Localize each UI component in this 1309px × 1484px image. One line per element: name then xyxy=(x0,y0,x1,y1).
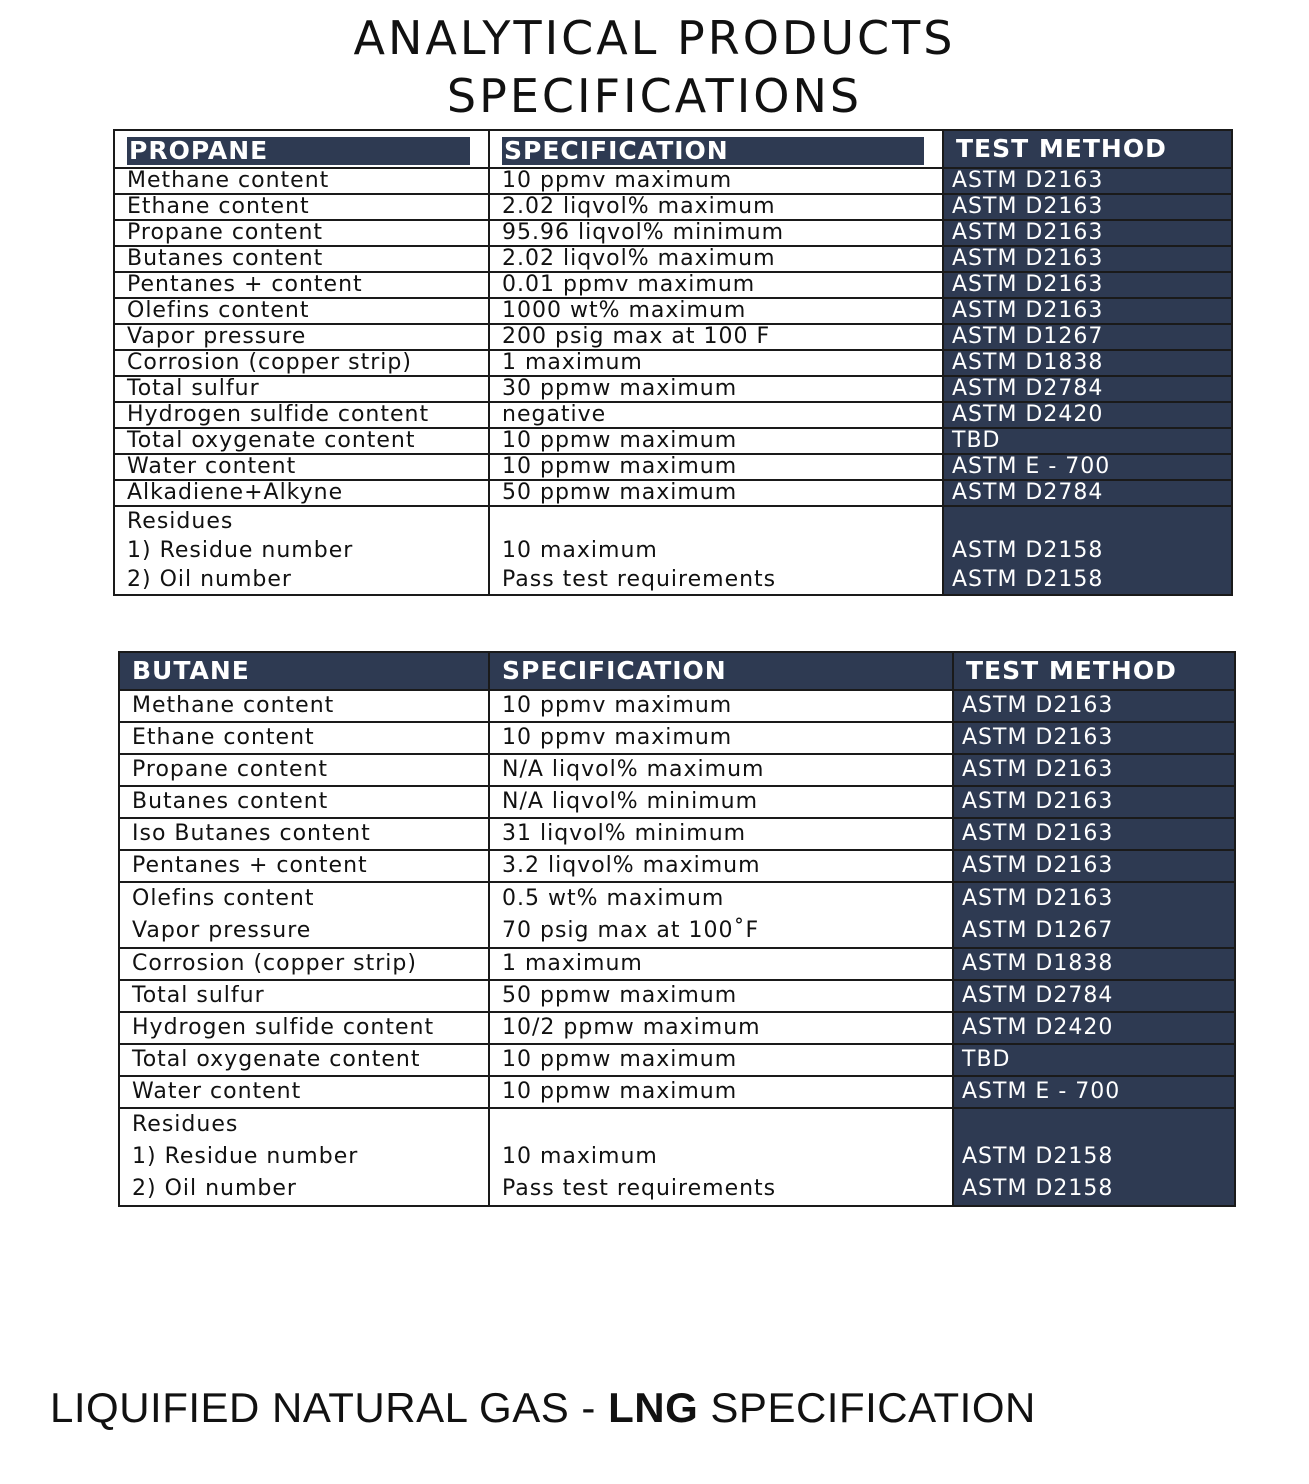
table-row xyxy=(114,454,1232,480)
butane-rows xyxy=(119,690,1235,1206)
caption-suffix: SPECIFICATION xyxy=(698,1384,1036,1431)
test-method-cell: ASTM D2420 xyxy=(953,1012,1235,1044)
cell-line xyxy=(502,1109,952,1141)
test-method-cell xyxy=(953,882,1235,948)
residues-row xyxy=(114,506,1232,595)
cell-line: ASTM D2158 xyxy=(952,538,1104,563)
lng-specification-caption xyxy=(50,1384,1036,1432)
specification-cell: 10 ppmv maximum xyxy=(489,168,943,194)
test-method-cell: ASTM D2163 xyxy=(943,298,1232,324)
test-method-cell: ASTM D2163 xyxy=(953,754,1235,786)
specification-cell: 10 ppmw maximum xyxy=(489,1076,953,1108)
header-specification-label: SPECIFICATION xyxy=(502,137,924,165)
header-product xyxy=(114,130,489,168)
test-method-cell: ASTM D1838 xyxy=(953,948,1235,980)
table-row xyxy=(119,948,1235,980)
specification-cell: 10 ppmw maximum xyxy=(489,428,943,454)
header-product: BUTANE xyxy=(119,652,489,690)
property-cell: Total oxygenate content xyxy=(119,1044,489,1076)
header-product-label: PROPANE xyxy=(127,137,470,165)
property-cell: Total oxygenate content xyxy=(114,428,489,454)
property-cell: Total sulfur xyxy=(114,376,489,402)
specification-cell: N/A liqvol% maximum xyxy=(489,754,953,786)
property-cell: Pentanes + content xyxy=(114,272,489,298)
specification-cell: 2.02 liqvol% maximum xyxy=(489,194,943,220)
cell-line: ASTM D2163 xyxy=(962,886,1114,911)
table-row xyxy=(114,428,1232,454)
specification-cell xyxy=(489,1108,953,1206)
cell-line: 70 psig max at 100˚F xyxy=(502,918,760,943)
cell-line: Pass test requirements xyxy=(502,567,777,592)
specification-cell: 1 maximum xyxy=(489,948,953,980)
propane-spec-table xyxy=(113,129,1233,596)
test-method-cell: ASTM D2163 xyxy=(953,850,1235,882)
test-method-cell: ASTM D2163 xyxy=(943,194,1232,220)
property-cell: Alkadiene+Alkyne xyxy=(114,480,489,506)
specification-cell: 2.02 liqvol% maximum xyxy=(489,246,943,272)
cell-line: Residues xyxy=(127,509,234,534)
specification-cell: N/A liqvol% minimum xyxy=(489,786,953,818)
table-row xyxy=(119,850,1235,882)
header-test-method: TEST METHOD xyxy=(953,652,1235,690)
test-method-cell: ASTM D1267 xyxy=(943,324,1232,350)
specification-cell: 50 ppmw maximum xyxy=(489,480,943,506)
cell-line: ASTM D2158 xyxy=(962,1176,1114,1201)
table-row xyxy=(114,168,1232,194)
test-method-cell: ASTM D2163 xyxy=(953,690,1235,722)
caption-prefix: LIQUIFIED NATURAL GAS - xyxy=(50,1384,609,1431)
cell-line xyxy=(502,507,942,536)
header-test-method: TEST METHOD xyxy=(943,130,1232,168)
specification-cell: negative xyxy=(489,402,943,428)
specification-cell xyxy=(489,506,943,595)
table-row xyxy=(114,194,1232,220)
table-row xyxy=(119,1076,1235,1108)
property-cell: Pentanes + content xyxy=(119,850,489,882)
cell-line: ASTM D2158 xyxy=(952,567,1104,592)
cell-line: Pass test requirements xyxy=(502,1176,777,1201)
cell-line xyxy=(962,1109,1234,1141)
test-method-cell: ASTM D2163 xyxy=(953,786,1235,818)
cell-line: 2) Oil number xyxy=(127,567,292,592)
merged-row xyxy=(119,882,1235,948)
property-cell: Ethane content xyxy=(119,722,489,754)
specification-cell: 1 maximum xyxy=(489,350,943,376)
specification-cell: 30 ppmw maximum xyxy=(489,376,943,402)
property-cell xyxy=(114,506,489,595)
propane-rows xyxy=(114,168,1232,595)
property-cell: Water content xyxy=(114,454,489,480)
caption-bold: LNG xyxy=(608,1384,699,1431)
table-row xyxy=(114,376,1232,402)
specification-cell: 1000 wt% maximum xyxy=(489,298,943,324)
test-method-cell: ASTM D2163 xyxy=(953,818,1235,850)
table-header-row xyxy=(119,652,1235,690)
specification-cell: 10 ppmw maximum xyxy=(489,454,943,480)
specification-cell: 10 ppmw maximum xyxy=(489,1044,953,1076)
test-method-cell: ASTM D1838 xyxy=(943,350,1232,376)
specification-cell: 10/2 ppmw maximum xyxy=(489,1012,953,1044)
property-cell xyxy=(119,1108,489,1206)
specification-cell: 200 psig max at 100 F xyxy=(489,324,943,350)
specification-cell: 0.01 ppmv maximum xyxy=(489,272,943,298)
table-row xyxy=(114,220,1232,246)
specification-cell: 10 ppmv maximum xyxy=(489,690,953,722)
test-method-cell: ASTM D2163 xyxy=(953,722,1235,754)
test-method-cell xyxy=(953,1108,1235,1206)
test-method-cell: ASTM D2784 xyxy=(943,376,1232,402)
property-cell: Propane content xyxy=(114,220,489,246)
table-row xyxy=(114,402,1232,428)
table-row xyxy=(119,722,1235,754)
test-method-cell: TBD xyxy=(953,1044,1235,1076)
table-row xyxy=(119,754,1235,786)
specification-cell: 10 ppmv maximum xyxy=(489,722,953,754)
table-row xyxy=(114,246,1232,272)
property-cell: Total sulfur xyxy=(119,980,489,1012)
test-method-cell: ASTM D2163 xyxy=(943,272,1232,298)
header-specification: SPECIFICATION xyxy=(489,652,953,690)
property-cell: Olefins content xyxy=(114,298,489,324)
property-cell: Vapor pressure xyxy=(114,324,489,350)
test-method-cell: ASTM D2784 xyxy=(943,480,1232,506)
property-cell: Iso Butanes content xyxy=(119,818,489,850)
table-row xyxy=(114,298,1232,324)
property-cell: Corrosion (copper strip) xyxy=(114,350,489,376)
residues-row xyxy=(119,1108,1235,1206)
property-cell: Butanes content xyxy=(119,786,489,818)
property-cell: Butanes content xyxy=(114,246,489,272)
table-row xyxy=(114,272,1232,298)
table-row xyxy=(114,480,1232,506)
property-cell: Water content xyxy=(119,1076,489,1108)
property-cell: Hydrogen sulfide content xyxy=(119,1012,489,1044)
property-cell: Ethane content xyxy=(114,194,489,220)
table-row xyxy=(119,786,1235,818)
property-cell xyxy=(119,882,489,948)
cell-line: 2) Oil number xyxy=(132,1176,297,1201)
test-method-cell: ASTM E - 700 xyxy=(943,454,1232,480)
property-cell: Methane content xyxy=(119,690,489,722)
property-cell: Propane content xyxy=(119,754,489,786)
property-cell: Methane content xyxy=(114,168,489,194)
specification-cell: 95.96 liqvol% minimum xyxy=(489,220,943,246)
header-specification xyxy=(489,130,943,168)
test-method-cell: ASTM D2163 xyxy=(943,246,1232,272)
test-method-cell: TBD xyxy=(943,428,1232,454)
table-header-row xyxy=(114,130,1232,168)
page-title-line1: ANALYTICAL PRODUCTS xyxy=(353,11,956,65)
cell-line: 1) Residue number xyxy=(132,1144,359,1169)
cell-line: ASTM D1267 xyxy=(962,918,1114,943)
cell-line: Vapor pressure xyxy=(132,918,312,943)
specification-cell: 50 ppmw maximum xyxy=(489,980,953,1012)
test-method-cell: ASTM D2163 xyxy=(943,168,1232,194)
test-method-cell: ASTM D2420 xyxy=(943,402,1232,428)
property-cell: Corrosion (copper strip) xyxy=(119,948,489,980)
table-row xyxy=(114,350,1232,376)
table-row xyxy=(119,1044,1235,1076)
cell-line: 10 maximum xyxy=(502,538,658,563)
table-row xyxy=(119,690,1235,722)
test-method-cell xyxy=(943,506,1232,595)
test-method-cell: ASTM D2784 xyxy=(953,980,1235,1012)
table-row xyxy=(114,324,1232,350)
cell-line: ASTM D2158 xyxy=(962,1144,1114,1169)
property-cell: Hydrogen sulfide content xyxy=(114,402,489,428)
test-method-cell: ASTM E - 700 xyxy=(953,1076,1235,1108)
cell-line: 0.5 wt% maximum xyxy=(502,886,725,911)
page-title-line2: SPECIFICATIONS xyxy=(446,69,863,123)
cell-line xyxy=(952,507,1231,536)
cell-line: 1) Residue number xyxy=(127,538,354,563)
specification-cell xyxy=(489,882,953,948)
cell-line: Olefins content xyxy=(132,886,315,911)
butane-spec-table xyxy=(118,651,1236,1207)
test-method-cell: ASTM D2163 xyxy=(943,220,1232,246)
specification-cell: 31 liqvol% minimum xyxy=(489,818,953,850)
cell-line: Residues xyxy=(132,1112,239,1137)
table-row xyxy=(119,980,1235,1012)
table-row xyxy=(119,1012,1235,1044)
cell-line: 10 maximum xyxy=(502,1144,658,1169)
specification-cell: 3.2 liqvol% maximum xyxy=(489,850,953,882)
table-row xyxy=(119,818,1235,850)
